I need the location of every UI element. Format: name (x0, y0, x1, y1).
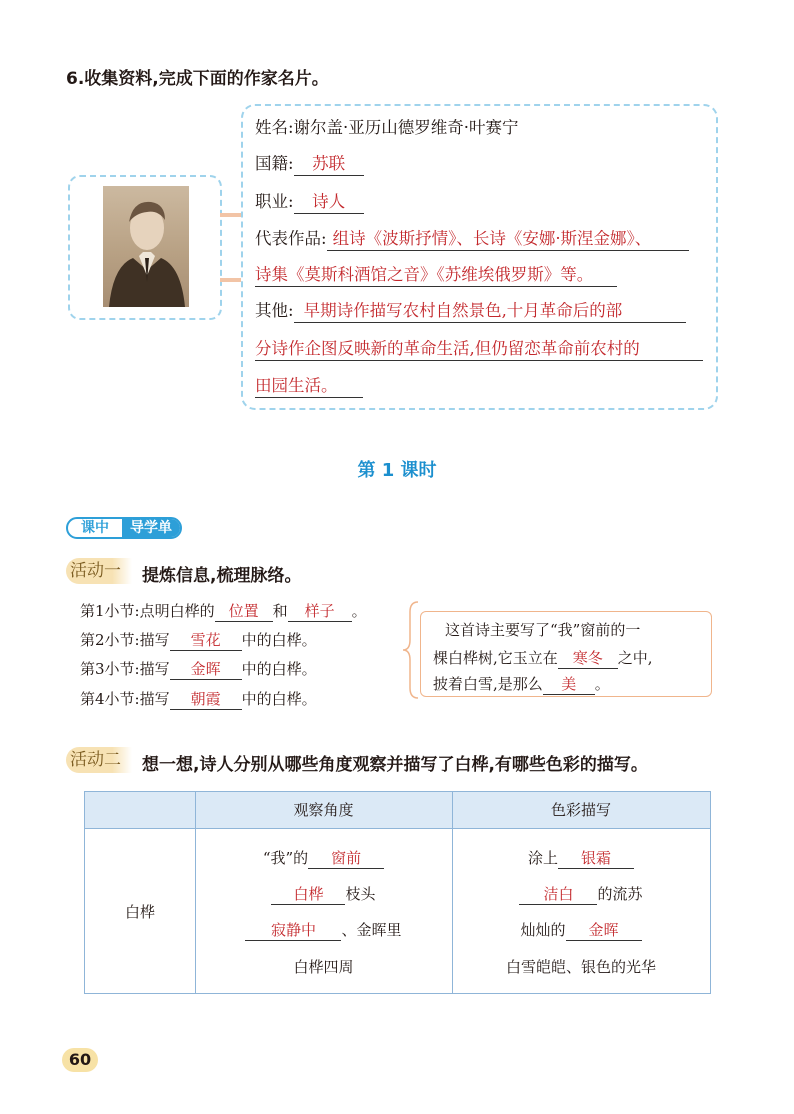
color-line-2-post: 的流苏 (597, 885, 643, 903)
angle-line-2 (195, 884, 452, 905)
color-answer-3: 金晖 (566, 920, 642, 941)
section-4-line (80, 689, 317, 710)
section-1-mid: 和 (272, 602, 288, 620)
activity-2-text: 想一想,诗人分别从哪些角度观察并描写了白桦,有哪些色彩的描写。 (142, 755, 648, 775)
row-label-birch: 白桦 (124, 903, 155, 921)
observation-table (84, 791, 711, 994)
curly-brace (400, 600, 422, 700)
angle-line-1 (195, 848, 452, 869)
section-3-suffix: 中的白桦。 (241, 660, 317, 678)
works-line-2 (255, 264, 617, 287)
section-3-line (80, 659, 317, 680)
other-answer-3: 田园生活。 (255, 375, 363, 398)
section-2-answer: 雪花 (170, 630, 242, 651)
angle-line-3-post: 、金晖里 (341, 921, 402, 939)
works-answer-1: 组诗《波斯抒情》、长诗《安娜·斯涅金娜》、 (327, 228, 689, 251)
summary-box (420, 611, 712, 697)
section-4-suffix: 中的白桦。 (241, 690, 317, 708)
table-header-angle: 观察角度 (195, 792, 452, 829)
other-line (255, 300, 686, 323)
table-header-color: 色彩描写 (452, 792, 710, 829)
activity-1-text: 提炼信息,梳理脉络。 (142, 566, 302, 586)
question-6-heading: 6.收集资料,完成下面的作家名片。 (66, 69, 329, 89)
summary-line-1: 这首诗主要写了“我”窗前的一 (445, 621, 641, 639)
angle-line-2-post: 枝头 (345, 885, 376, 903)
section-1-answer-2: 样子 (288, 601, 352, 622)
color-line-3-pre: 灿灿的 (520, 921, 566, 939)
summary-answer-winter: 寒冬 (558, 648, 618, 669)
other-answer-1: 早期诗作描写农村自然景色,十月革命后的部 (294, 300, 686, 323)
section-2-suffix: 中的白桦。 (241, 631, 317, 649)
table-header-empty (85, 792, 195, 829)
color-line-1 (452, 848, 710, 869)
badge-part-1: 课中 (81, 520, 109, 536)
page-number: 60 (62, 1048, 98, 1072)
nationality-answer: 苏联 (294, 153, 364, 176)
lesson-title: 第 1 课时 (357, 460, 437, 481)
angle-answer-1: 窗前 (308, 848, 384, 869)
section-3-prefix: 第3小节:描写 (80, 660, 170, 678)
angle-line-3 (195, 920, 452, 941)
portrait-image (103, 186, 189, 307)
nationality-label: 国籍: (255, 154, 294, 173)
badge-part-2: 导学单 (122, 519, 180, 537)
color-line-1-pre: 涂上 (527, 849, 558, 867)
occupation-line (255, 191, 364, 214)
other-line-3 (255, 375, 363, 398)
summary-line-3-pre: 披着白雪,是那么 (433, 675, 543, 693)
section-3-answer: 金晖 (170, 659, 242, 680)
color-line-2 (452, 884, 710, 905)
name-line: 姓名:谢尔盖·亚历山德罗维奇·叶赛宁 (255, 118, 519, 137)
summary-line-3 (433, 674, 610, 695)
section-1-suffix: 。 (351, 602, 367, 620)
section-4-answer: 朝霞 (170, 689, 242, 710)
color-line-4: 白雪皑皑、银色的光华 (505, 958, 656, 976)
works-label: 代表作品: (255, 229, 327, 248)
section-1-prefix: 第1小节:点明白桦的 (80, 602, 215, 620)
section-2-line (80, 630, 317, 651)
summary-line-2-pre: 棵白桦树,它玉立在 (433, 649, 558, 667)
activity-2-tag: 活动二 (66, 747, 132, 773)
section-4-prefix: 第4小节:描写 (80, 690, 170, 708)
author-portrait (103, 186, 189, 307)
angle-answer-2: 白桦 (271, 884, 345, 905)
occupation-answer: 诗人 (294, 191, 364, 214)
works-answer-2: 诗集《莫斯科酒馆之音》《苏维埃俄罗斯》等。 (255, 264, 617, 287)
summary-line-2 (433, 648, 653, 669)
section-1-answer-1: 位置 (215, 601, 273, 622)
activity-1-tag: 活动一 (66, 558, 132, 584)
nationality-line (255, 153, 364, 176)
in-class-guide-badge (66, 517, 182, 539)
works-line (255, 228, 689, 251)
occupation-label: 职业: (255, 192, 294, 211)
angle-line-4: 白桦四周 (293, 958, 354, 976)
summary-line-3-post: 。 (594, 675, 610, 693)
summary-answer-beautiful: 美 (543, 674, 595, 695)
other-answer-2: 分诗作企图反映新的革命生活,但仍留恋革命前农村的 (255, 338, 703, 361)
section-1-line (80, 601, 367, 622)
angle-answer-3: 寂静中 (245, 920, 341, 941)
author-photo-frame (68, 175, 222, 320)
color-answer-2: 洁白 (519, 884, 597, 905)
section-2-prefix: 第2小节:描写 (80, 631, 170, 649)
angle-line-1-pre: “我”的 (262, 849, 309, 867)
other-line-2 (255, 338, 703, 361)
color-answer-1: 银霜 (558, 848, 634, 869)
other-label: 其他: (255, 301, 294, 320)
summary-line-2-post: 之中, (617, 649, 653, 667)
author-card (241, 104, 718, 410)
color-line-3 (452, 920, 710, 941)
